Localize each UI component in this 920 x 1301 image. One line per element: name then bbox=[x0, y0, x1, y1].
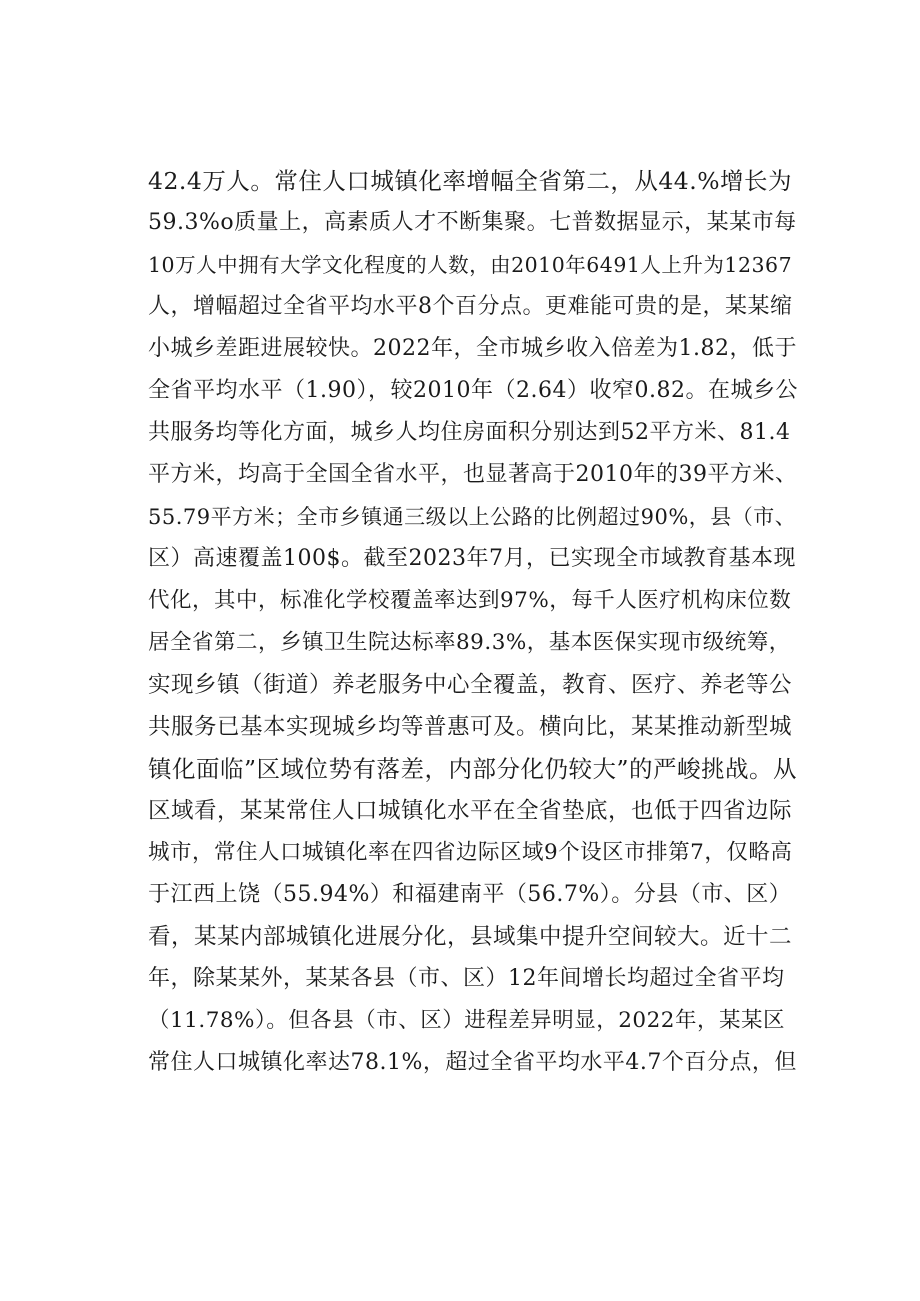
text-line: 平方米，均高于全国全省水平，也显著高于2010年的39平方米、 bbox=[148, 462, 798, 487]
text-line: 区）高速覆盖100$。截至2023年7月，已实现全市域教育基本现 bbox=[148, 546, 796, 571]
text-line: 全省平均水平（1.90），较2010年（2.64）收窄0.82。在城乡公 bbox=[148, 378, 798, 403]
text-line: 59.3%o质量上，高素质人才不断集聚。七普数据显示，某某市每 bbox=[148, 210, 797, 235]
text-line: 42.4万人。常住人口城镇化率增幅全省第二，从44.%增长为 bbox=[148, 167, 793, 195]
text-line: 10万人中拥有大学文化程度的人数，由2010年6491人上升为12367 bbox=[148, 253, 793, 277]
text-line: 居全省第二，乡镇卫生院达标率89.3%，基本医保实现市级统筹， bbox=[148, 630, 791, 655]
text-line: 共服务已基本实现城乡均等普惠可及。横向比，某某推动新型城 bbox=[148, 714, 793, 740]
text-line: 城市，常住人口城镇化率在四省边际区域9个设区市排第7，仅略高 bbox=[148, 840, 793, 865]
text-line: 常住人口城镇化率达78.1%，超过全省平均水平4.7个百分点，但 bbox=[148, 1050, 797, 1075]
text-line: 于江西上饶（55.94%）和福建南平（56.7%）。分县（市、区） bbox=[148, 882, 792, 907]
text-line: 镇化面临”区域位势有落差，内部分化仍较大”的严峻挑战。从 bbox=[148, 755, 798, 783]
text-line: 55.79平方米；全市乡镇通三级以上公路的比例超过90%，县（市、 bbox=[148, 505, 797, 529]
text-line: （11.78%）。但各县（市、区）进程差异明显，2022年，某某区 bbox=[148, 1008, 785, 1033]
text-line: 人，增幅超过全省平均水平8个百分点。更难能可贵的是，某某缩 bbox=[148, 294, 793, 319]
text-line: 实现乡镇（街道）养老服务中心全覆盖，教育、医疗、养老等公 bbox=[148, 672, 793, 698]
text-line: 区域看，某某常住人口城镇化水平在全省垫底，也低于四省边际 bbox=[148, 798, 793, 824]
body-paragraph bbox=[148, 160, 798, 1084]
text-line: 小城乡差距进展较快。2022年，全市城乡收入倍差为1.82，低于 bbox=[148, 336, 797, 361]
text-line: 看，某某内部城镇化进展分化，县域集中提升空间较大。近十二 bbox=[148, 924, 793, 950]
text-line: 代化，其中，标准化学校覆盖率达到97%，每千人医疗机构床位数 bbox=[148, 588, 792, 613]
text-line: 年，除某某外，某某各县（市、区）12年间增长均超过全省平均 bbox=[148, 966, 785, 991]
text-line: 共服务均等化方面，城乡人均住房面积分别达到52平方米、81.4 bbox=[148, 420, 791, 445]
